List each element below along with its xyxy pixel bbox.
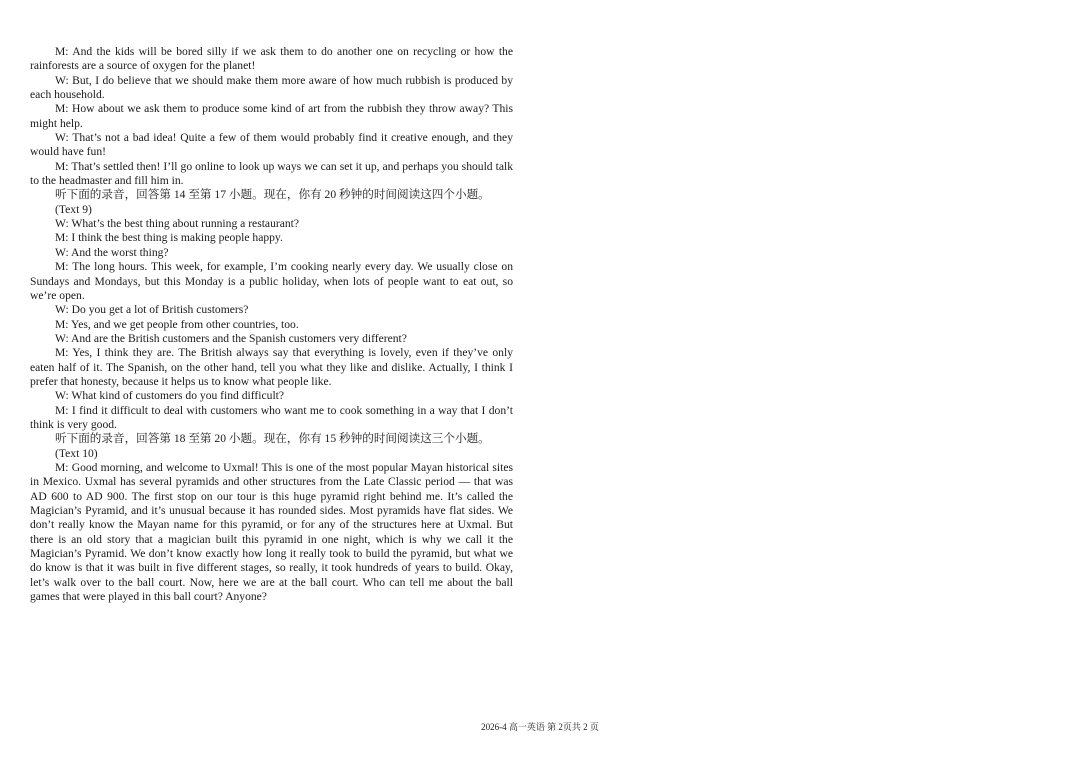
transcript-paragraph: W: And are the British customers and the Spanish customers very different? bbox=[55, 331, 407, 345]
page-number-label: 2026-4 高一英语 第 2页共 2 页 bbox=[481, 722, 599, 732]
transcript-paragraph: W: What kind of customers do you find difficult? bbox=[55, 389, 285, 403]
transcript-paragraph: W: And the worst thing? bbox=[55, 245, 169, 259]
transcript-paragraph: W: But, I do believe that we should make them more aware of how much rubbish is produced by each household. bbox=[30, 73, 513, 102]
text-heading: (Text 10) bbox=[55, 446, 98, 460]
transcript-paragraph: W: That’s not a bad idea! Quite a few of them would probably find it creative enough, and they would have fun! bbox=[30, 131, 513, 159]
transcript-paragraph: M: I find it difficult to deal with customers who want me to cook something in a way that I don’t think is very good. bbox=[30, 403, 513, 431]
transcript-paragraph: M: Yes, and we get people from other countries, too. bbox=[55, 317, 299, 331]
transcript-paragraph: M: That’s settled then! I’ll go online to look up ways we can set it up, and perhaps you should talk to the headmaster and fill him in. bbox=[30, 159, 513, 188]
transcript-paragraph: M: And the kids will be bored silly if we ask them to do another one on recycling or how the rainforests are a source of oxygen for the planet! bbox=[30, 45, 513, 73]
transcript-paragraph: M: Good morning, and welcome to Uxmal! This is one of the most popular Mayan historical sites in Mexico. Uxmal has several pyramids and other structures from the Late Classic period — that was AD 600 to AD 900. The first stop on our tour is this huge pyramid right behind me. It’s called the Magician’s Pyramid, and it’s unusual because it has rounded sides. Most pyramids have flat sides. We don’t really know the Mayan name for this pyramid, or for any of the structures here at Uxmal. But there is an old story that a magician built this pyramid in one night, which is why we call it the Magician’s Pyramid. We don’t know exactly how long it really took to build the pyramid, but what we do know is that it was built in five different stages, so really, it took hundreds of years to build. Okay, let’s walk over to the ball court. Now, here we are at the ball court. Who can tell me about the ball games that were played in this ball court? Anyone? bbox=[30, 460, 513, 604]
section-instruction: 听下面的录音，回答第 18 至第 20 小题。现在，你有 15 秒钟的时间阅读这三个小题。 bbox=[55, 432, 490, 446]
transcript-paragraph: W: What’s the best thing about running a restaurant? bbox=[55, 217, 300, 231]
transcript-column bbox=[30, 45, 513, 604]
transcript-paragraph: M: I think the best thing is making people happy. bbox=[55, 231, 283, 245]
transcript-paragraph: W: Do you get a lot of British customers? bbox=[55, 303, 249, 317]
page-footer bbox=[0, 721, 1080, 733]
transcript-paragraph: M: Yes, I think they are. The British always say that everything is lovely, even if they’ve only eaten half of it. The Spanish, on the other hand, tell you what they like and dislike. Actually, I think I prefer that honesty, because it helps us to know what people like. bbox=[30, 346, 513, 388]
transcript-paragraph: M: How about we ask them to produce some kind of art from the rubbish they throw away? This might help. bbox=[30, 102, 513, 130]
text-heading: (Text 9) bbox=[55, 202, 92, 216]
transcript-paragraph: M: The long hours. This week, for example, I’m cooking nearly every day. We usually close on Sundays and Mondays, but this Monday is a public holiday, when lots of people want to eat out, so we’re open. bbox=[30, 260, 513, 302]
section-instruction: 听下面的录音，回答第 14 至第 17 小题。现在，你有 20 秒钟的时间阅读这四个小题。 bbox=[55, 188, 490, 202]
